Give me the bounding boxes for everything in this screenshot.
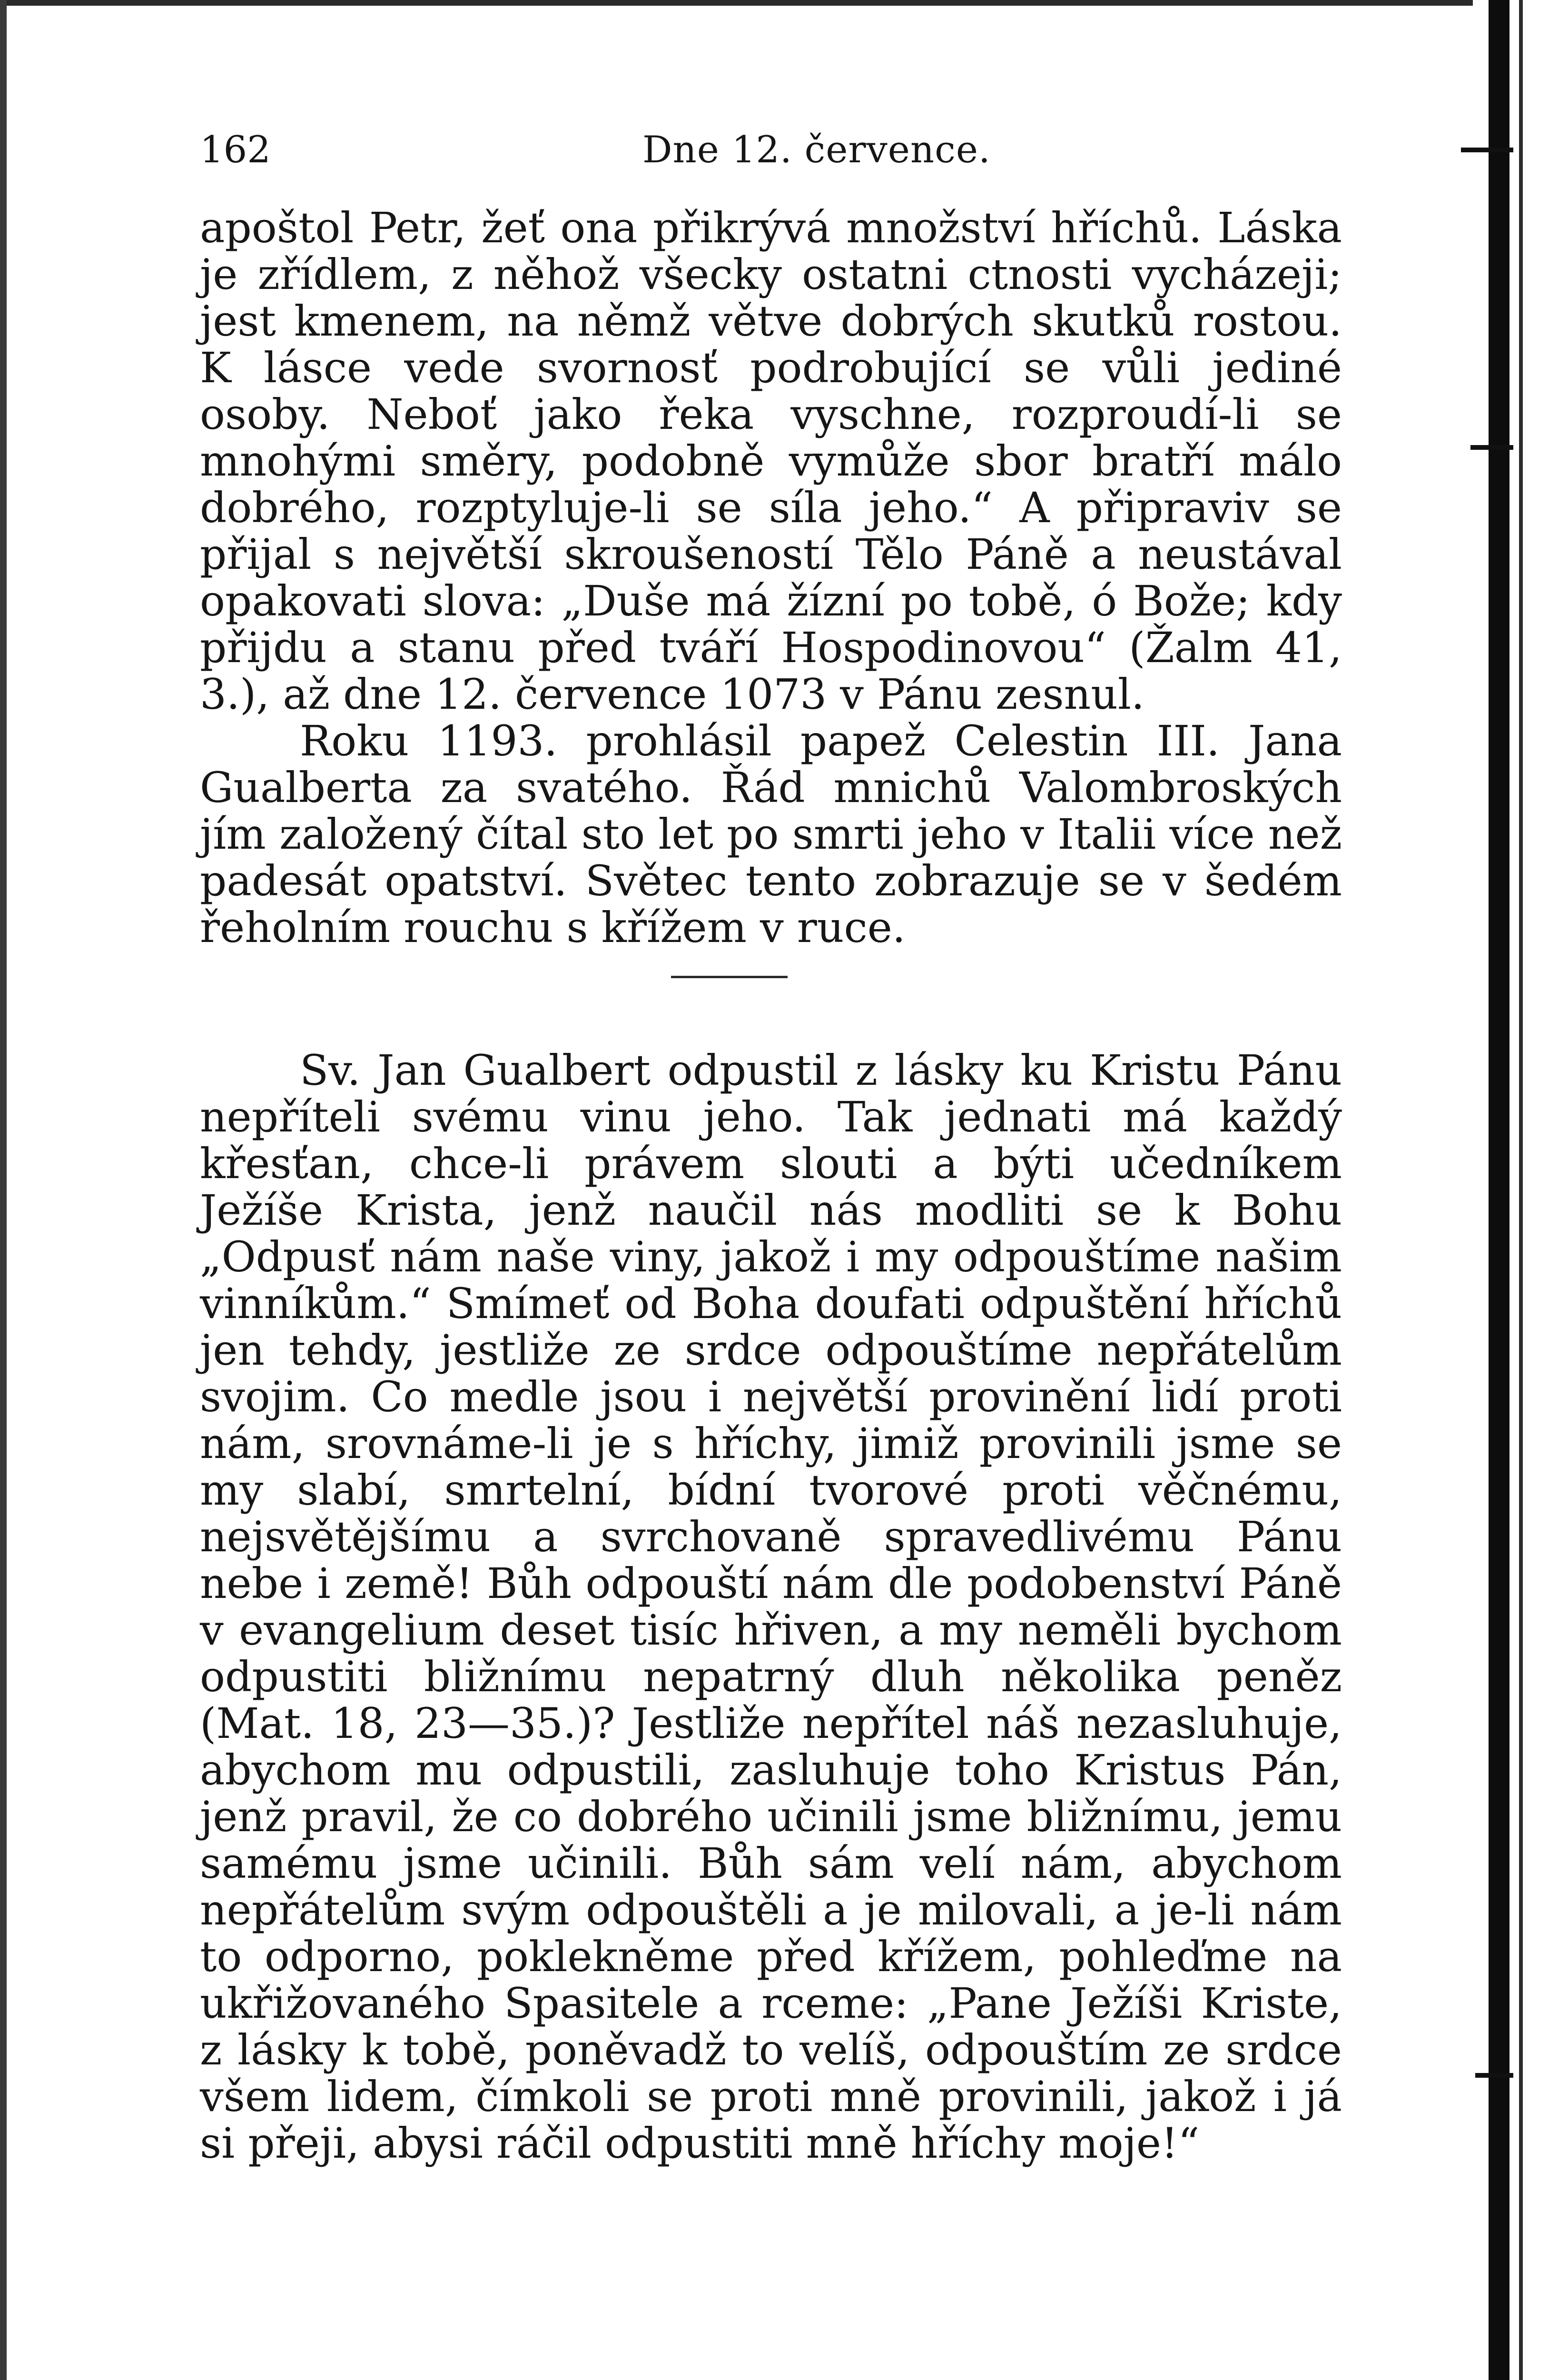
scan-edge-tick <box>1470 445 1513 450</box>
page-number: 162 <box>200 129 271 171</box>
scan-margin-right <box>1473 0 1549 2380</box>
text-block-upper <box>200 205 1342 951</box>
scan-border-top <box>0 0 1549 6</box>
scan-edge-tick <box>1461 148 1513 152</box>
scan-edge-line <box>1489 0 1510 2380</box>
scan-border-left <box>0 0 7 2380</box>
scan-edge-thin <box>1519 0 1523 2380</box>
page-header-title: Dne 12. července. <box>642 129 991 171</box>
paragraph: Sv. Jan Gualbert odpustil z lásky ku Kristu Pánu nepříteli svému vinu jeho. Tak jednati má každý křesťan, chce-li právem slouti a býti učedníkem Ježíše Krista, jenž naučil nás modliti se k Bohu „Odpusť nám naše viny, jakož i my odpouštíme našim vinníkům.“ Smímeť od Boha doufati odpuštění hříchů jen tehdy, jestliže ze srdce odpouštíme nepřátelům svojim. Co medle jsou i největší provinění lidí proti nám, srovnáme-li je s hříchy, jimiž provinili jsme se my slabí, smrtelní, bídní tvorové proti věčnému, nejsvětějšímu a svrchovaně spravedlivému Pánu nebe i země! Bůh odpouští nám dle podobenství Páně v evangelium deset tisíc hřiven, a my neměli bychom odpustiti bližnímu nepatrný dluh několika peněz (Mat. 18, 23—35.)? Jestliže nepřítel náš nezasluhuje, abychom mu odpustili, zasluhuje toho Kristus Pán, jenž pravil, že co dobrého učinili jsme bližnímu, jemu samému jsme učinili. Bůh sám velí nám, abychom nepřátelům svým odpouštěli a je milovali, a je-li nám to odporno, poklekněme před křížem, pohleďme na ukřižovaného Spasitele a rceme: „Pane Ježíši Kriste, z lásky k tobě, poněvadž to velíš, odpouštím ze srdce všem lidem, čímkoli se proti mně provinili, jakož i já si přeji, abysi ráčil odpustiti mně hříchy moje!“ <box>200 1046 1342 2168</box>
text-block-lower <box>200 1047 1342 2167</box>
section-divider <box>671 976 788 978</box>
paragraph: Roku 1193. prohlásil papež Celestin III. Jana Gualberta za svatého. Řád mnichů Valombroských jím založený čítal sto let po smrti jeho v Italii více než padesát opatství. Světec tento zobrazuje se v šedém řeholním rouchu s křížem v ruce. <box>200 716 1342 952</box>
running-head <box>200 124 1352 176</box>
paragraph: apoštol Petr, žeť ona přikrývá množství hříchů. Láska je zřídlem, z něhož všecky ostatni ctnosti vycházeji; jest kmenem, na němž větve dobrých skutků rostou. K lásce vede svornosť podrobující se vůli jediné osoby. Neboť jako řeka vyschne, rozproudí-li se mnohými směry, podobně vymůže sbor bratří málo dobrého, rozptyluje-li se síla jeho.“ A připraviv se přijal s největší skroušeností Tělo Páně a neustával opakovati slova: „Duše má žízní po tobě, ó Bože; kdy přijdu a stanu před tváří Hospodinovou“ (Žalm 41, 3.), až dne 12. července 1073 v Pánu zesnul. <box>200 203 1342 719</box>
scan-edge-tick <box>1475 2073 1513 2078</box>
